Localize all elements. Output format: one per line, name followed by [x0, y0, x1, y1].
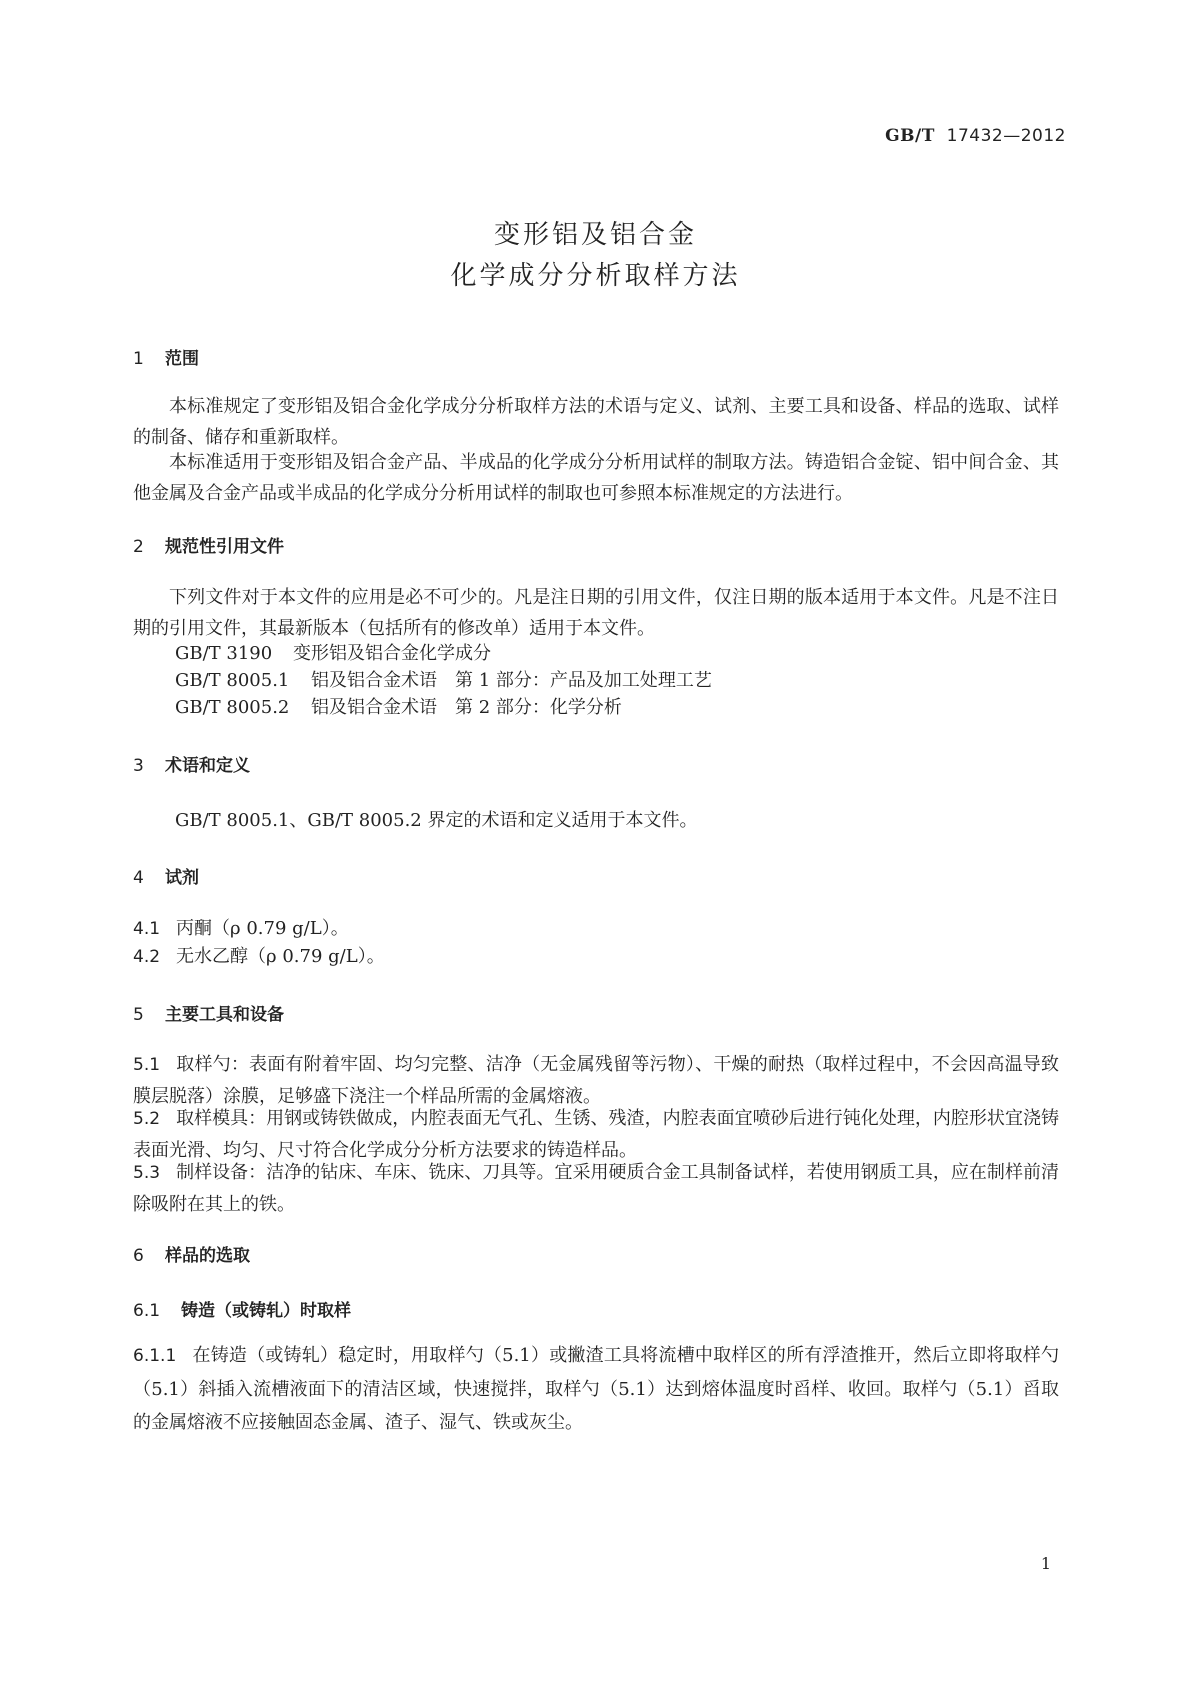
list-item: 5.3 制样设备：洁净的钻床、车床、铣床、刀具等。宜采用硬质合金工具制备试样，若使用钢质工具，应在制样前清除吸附在其上的铁。	[133, 1162, 1059, 1215]
subsection-heading: 6.1 铸造（或铸轧）时取样	[133, 1301, 351, 1321]
section-heading: 5 主要工具和设备	[133, 1005, 284, 1025]
section-heading: 2 规范性引用文件	[133, 537, 284, 557]
doc-title-line1: 变形铝及铝合金	[493, 220, 697, 250]
paragraph: GB/T 8005.1、GB/T 8005.2 界定的术语和定义适用于本文件。	[175, 810, 698, 831]
paragraph: 本标准适用于变形铝及铝合金产品、半成品的化学成分分析用试样的制取方法。铸造铝合金锭、铝中间合金、其他金属及合金产品或半成品的化学成分分析用试样的制取也可参照本标准规定的方法进行。	[133, 452, 1059, 504]
list-item: 5.2 取样模具：用钢或铸铁做成，内腔表面无气孔、生锈、残渣，内腔表面宜喷砂后进行钝化处理，内腔形状宜浇铸表面光滑、均匀、尺寸符合化学成分分析方法要求的铸造样品。	[133, 1108, 1059, 1161]
section-heading: 3 术语和定义	[133, 756, 250, 776]
list-item: 6.1.1 在铸造（或铸轧）稳定时，用取样勺（5.1）或撇渣工具将流槽中取样区的所有浮渣推开，然后立即将取样勺（5.1）斜插入流槽液面下的清洁区域，快速搅拌，取样勺（5.1）达到熔体温度时舀样、收回。取样勺（5.1）舀取的金属熔液不应接触固态金属、渣子、湿气、铁或灰尘。	[133, 1345, 1059, 1433]
reference-item: GB/T 8005.2 铝及铝合金术语 第 2 部分：化学分析	[175, 697, 622, 718]
doc-title-line2: 化学成分分析取样方法	[450, 261, 741, 291]
section-heading: 1 范围	[133, 349, 199, 369]
reference-item: GB/T 3190 变形铝及铝合金化学成分	[175, 643, 491, 664]
standard-number: GB/T 17432—2012	[885, 126, 1066, 146]
reference-item: GB/T 8005.1 铝及铝合金术语 第 1 部分：产品及加工处理工艺	[175, 670, 712, 691]
page-number: 1	[1040, 1554, 1051, 1573]
list-item: 4.2 无水乙醇（ρ 0.79 g/L）。	[133, 946, 385, 967]
list-item: 5.1 取样勺：表面有附着牢固、均匀完整、洁净（无金属残留等污物）、干燥的耐热（取样过程中，不会因高温导致膜层脱落）涂膜，足够盛下浇注一个样品所需的金属熔液。	[133, 1054, 1059, 1107]
section-heading: 6 样品的选取	[133, 1246, 250, 1266]
section-heading: 4 试剂	[133, 868, 199, 888]
list-item: 4.1 丙酮（ρ 0.79 g/L）。	[133, 918, 349, 939]
paragraph: 下列文件对于本文件的应用是必不可少的。凡是注日期的引用文件，仅注日期的版本适用于本文件。凡是不注日期的引用文件，其最新版本（包括所有的修改单）适用于本文件。	[133, 587, 1059, 639]
paragraph: 本标准规定了变形铝及铝合金化学成分分析取样方法的术语与定义、试剂、主要工具和设备、样品的选取、试样的制备、储存和重新取样。	[133, 396, 1059, 448]
